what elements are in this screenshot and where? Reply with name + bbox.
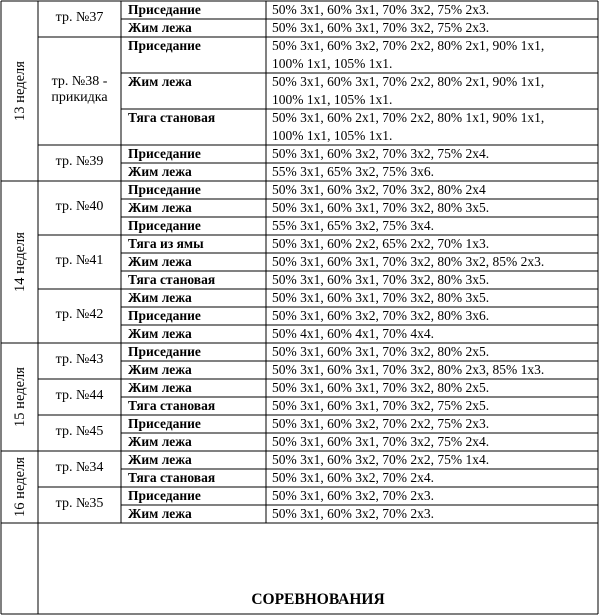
exercise-name: Жим лежа xyxy=(128,326,192,341)
week-label: 16 неделя xyxy=(11,457,28,517)
exercise-name: Тяга из ямы xyxy=(128,236,204,251)
workout-label: тр. №40 xyxy=(55,199,104,214)
exercise-name: Приседание xyxy=(128,146,201,161)
load-scheme: 50% 3х1, 60% 3х2, 70% 2х2, 75% 2х3. xyxy=(272,416,490,431)
load-scheme: 55% 3х1, 65% 3х2, 75% 3х4. xyxy=(272,218,434,233)
workout-label: прикидка xyxy=(51,90,108,105)
load-scheme: 50% 3х1, 60% 3х2, 70% 3х2, 80% 2х4 xyxy=(272,182,486,197)
workout-label: тр. №42 xyxy=(55,307,104,322)
load-scheme: 50% 3х1, 60% 3х1, 70% 3х2, 80% 2х5. xyxy=(272,344,490,359)
exercise-name: Приседание xyxy=(128,2,201,17)
exercise-name: Жим лежа xyxy=(128,74,192,89)
load-scheme: 50% 4х1, 60% 4х1, 70% 4х4. xyxy=(272,326,434,341)
competition-label: СОРЕВНОВАНИЯ xyxy=(251,591,385,608)
load-scheme: 50% 3х1, 60% 3х1, 70% 3х2, 80% 3х5. xyxy=(272,200,490,215)
workout-label: тр. №34 xyxy=(55,460,104,475)
load-scheme: 50% 3х1, 60% 3х1, 70% 3х2, 80% 3х2, 85% 2х3. xyxy=(272,254,545,269)
week-label: 14 неделя xyxy=(11,232,28,292)
exercise-name: Жим лежа xyxy=(128,506,192,521)
load-scheme: 50% 3х1, 60% 3х1, 70% 3х2, 80% 2х3, 85% 1х3. xyxy=(272,362,545,377)
workout-label: тр. №35 xyxy=(55,496,104,511)
exercise-name: Жим лежа xyxy=(128,200,192,215)
load-scheme: 50% 3х1, 60% 3х1, 70% 3х2, 80% 3х5. xyxy=(272,272,490,287)
exercise-name: Приседание xyxy=(128,416,201,431)
load-scheme: 100% 1х1, 105% 1х1. xyxy=(272,92,393,107)
load-scheme: 50% 3х1, 60% 3х1, 70% 2х2, 80% 2х1, 90% 1х1, xyxy=(272,74,545,89)
load-scheme: 50% 3х1, 60% 3х1, 70% 3х2, 75% 2х4. xyxy=(272,434,490,449)
load-scheme: 50% 3х1, 60% 3х2, 70% 2х2, 80% 2х1, 90% 1х1, xyxy=(272,38,545,53)
exercise-name: Жим лежа xyxy=(128,164,192,179)
load-scheme: 50% 3х1, 60% 3х1, 70% 3х2, 80% 2х5. xyxy=(272,380,490,395)
exercise-name: Приседание xyxy=(128,488,201,503)
load-scheme: 50% 3х1, 60% 3х2, 70% 2х4. xyxy=(272,470,434,485)
load-scheme: 50% 3х1, 60% 3х2, 70% 2х3. xyxy=(272,506,434,521)
exercise-name: Жим лежа xyxy=(128,20,192,35)
exercise-name: Тяга становая xyxy=(128,272,216,287)
exercise-name: Приседание xyxy=(128,38,201,53)
workout-label: тр. №44 xyxy=(55,388,104,403)
exercise-name: Жим лежа xyxy=(128,434,192,449)
exercise-name: Жим лежа xyxy=(128,290,192,305)
load-scheme: 50% 3х1, 60% 2х2, 65% 2х2, 70% 1х3. xyxy=(272,236,490,251)
exercise-name: Жим лежа xyxy=(128,380,192,395)
exercise-name: Приседание xyxy=(128,182,201,197)
load-scheme: 50% 3х1, 60% 3х1, 70% 3х2, 80% 3х5. xyxy=(272,290,490,305)
exercise-name: Приседание xyxy=(128,308,201,323)
workout-label: тр. №37 xyxy=(55,10,104,25)
load-scheme: 100% 1х1, 105% 1х1. xyxy=(272,56,393,71)
workout-label: тр. №39 xyxy=(55,154,104,169)
workout-label: тр. №43 xyxy=(55,352,104,367)
load-scheme: 50% 3х1, 60% 3х2, 70% 2х3. xyxy=(272,488,434,503)
workout-label: тр. №38 - xyxy=(51,74,108,89)
load-scheme: 50% 3х1, 60% 2х1, 70% 2х2, 80% 1х1, 90% 1х1, xyxy=(272,110,545,125)
workout-label: тр. №45 xyxy=(55,424,104,439)
load-scheme: 50% 3х1, 60% 3х2, 70% 3х2, 75% 2х4. xyxy=(272,146,490,161)
exercise-name: Приседание xyxy=(128,218,201,233)
exercise-name: Тяга становая xyxy=(128,470,216,485)
load-scheme: 50% 3х1, 60% 3х1, 70% 3х2, 75% 2х3. xyxy=(272,2,490,17)
load-scheme: 100% 1х1, 105% 1х1. xyxy=(272,128,393,143)
exercise-name: Тяга становая xyxy=(128,110,216,125)
week-label: 15 неделя xyxy=(11,367,28,427)
load-scheme: 50% 3х1, 60% 3х2, 70% 3х2, 80% 3х6. xyxy=(272,308,490,323)
exercise-name: Тяга становая xyxy=(128,398,216,413)
load-scheme: 50% 3х1, 60% 3х2, 70% 2х2, 75% 1х4. xyxy=(272,452,490,467)
load-scheme: 55% 3х1, 65% 3х2, 75% 3х6. xyxy=(272,164,434,179)
exercise-name: Жим лежа xyxy=(128,362,192,377)
exercise-name: Жим лежа xyxy=(128,452,192,467)
workout-label: тр. №41 xyxy=(55,253,104,268)
exercise-name: Приседание xyxy=(128,344,201,359)
load-scheme: 50% 3х1, 60% 3х1, 70% 3х2, 75% 2х3. xyxy=(272,20,490,35)
load-scheme: 50% 3х1, 60% 3х1, 70% 3х2, 75% 2х5. xyxy=(272,398,490,413)
week-label: 13 неделя xyxy=(11,61,28,121)
exercise-name: Жим лежа xyxy=(128,254,192,269)
